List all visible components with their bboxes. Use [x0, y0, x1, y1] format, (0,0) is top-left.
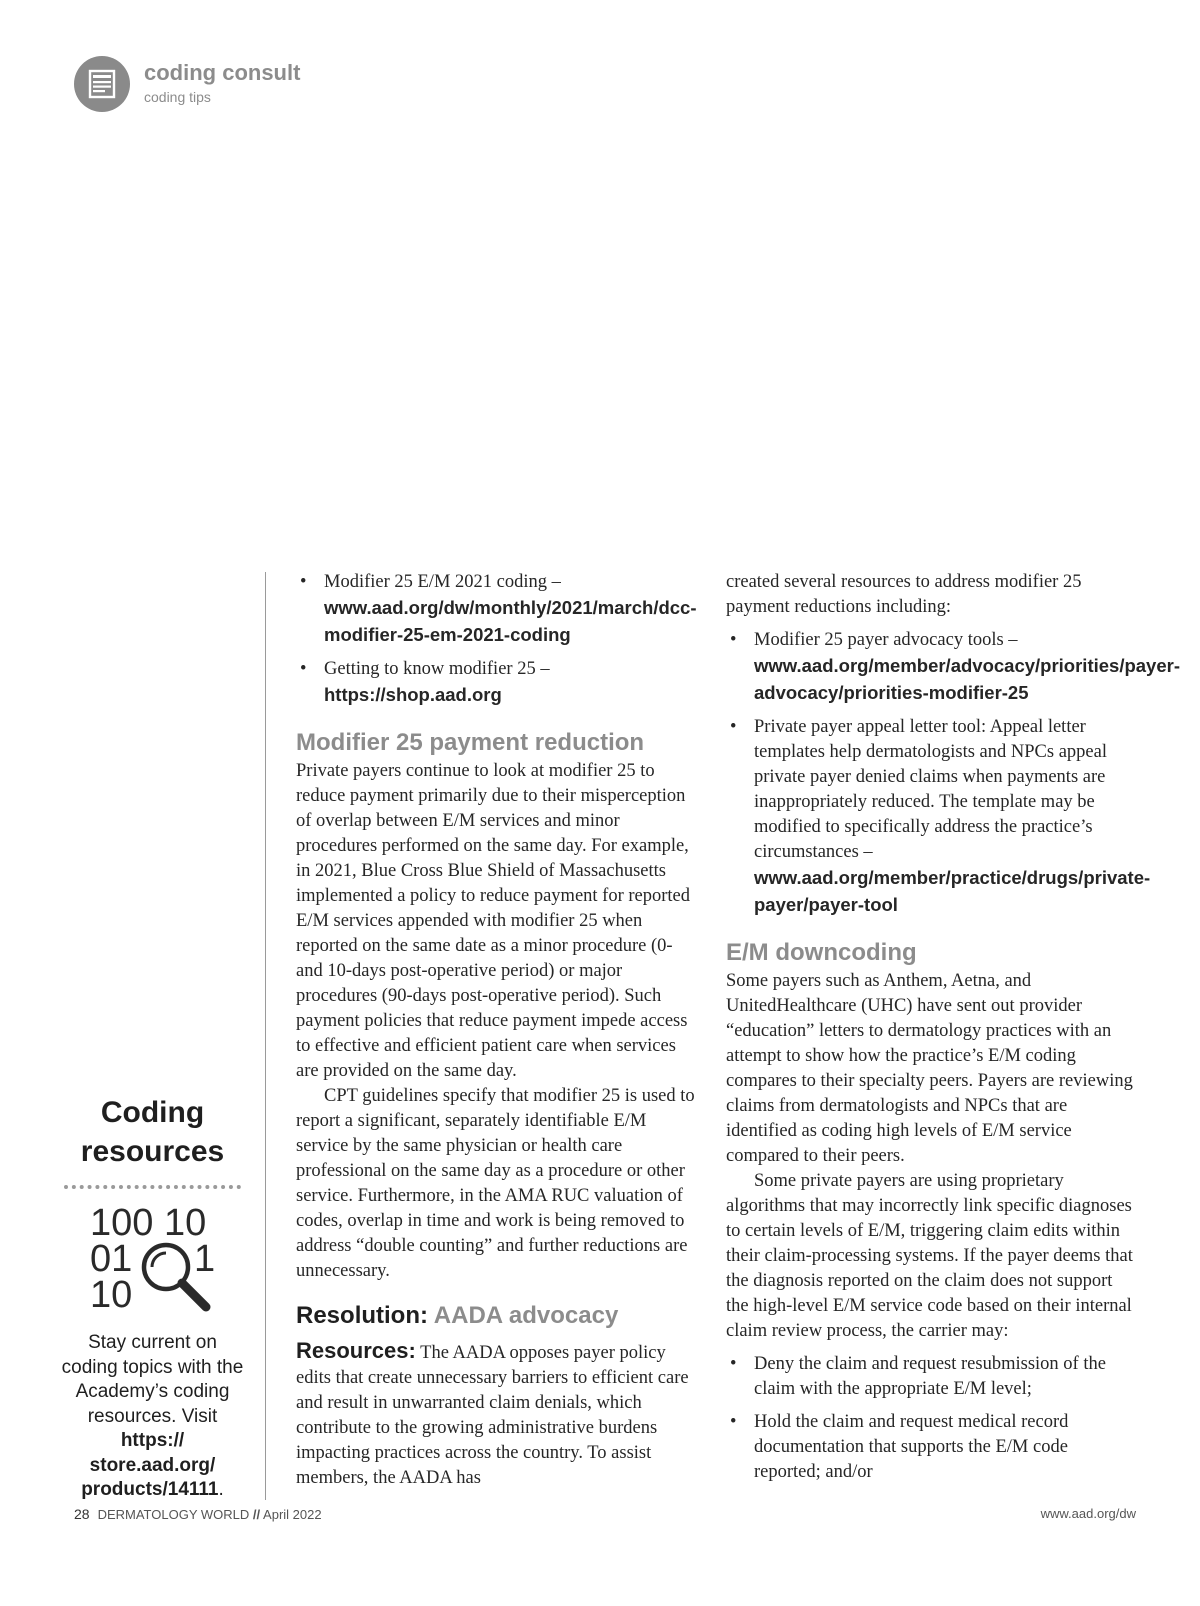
paragraph: Some private payers are using proprietary algorithms that may incorrectly link specific diagnoses to certain levels of E/M, triggering claim edits within their claim-processing systems. If the payer deems that the diagnosis reported on the claim does not support the high-level E/M service code based on their internal claim review process, the carrier may: — [726, 1171, 1133, 1341]
paragraph: created several resources to address modifier 25 payment reductions including: — [726, 572, 1082, 617]
paragraph: Some payers such as Anthem, Aetna, and UnitedHealthcare (UHC) have sent out provider “education” letters to dermatology practices with an attempt to show how the practice’s E/M coding compares to their specialty peers. Payers are reviewing claims from dermatologists and NPCs that are identified as coding high levels of E/M service compared to their peers. — [726, 971, 1133, 1166]
section-title: coding consult — [144, 60, 301, 85]
coding-resources-sidebar — [60, 1093, 245, 1503]
paragraph: CPT guidelines specify that modifier 25 is used to report a significant, separately identifiable E/M service by the same physician or health care professional on the same day as a procedure or other service. Furthermore, in the AMA RUC valuation of codes, overlap in time and work is being removed to address “double counting” and further reductions are unnecessary. — [296, 1086, 695, 1281]
list-item: • Private payer appeal letter tool: Appeal letter templates help dermatologists and NPCs appeal private payer denied claims when payments are inappropriately reduced. The template may be modified to specifically address the practice’s circumstances – www.aad.org/member/practice/drugs/private-payer/payer-tool — [726, 715, 1136, 919]
resource-list — [726, 628, 1180, 919]
article-column-2 — [726, 570, 1180, 1493]
section-heading: Resolution: AADA advocacy — [296, 1302, 619, 1329]
link[interactable]: www.aad.org/dw/monthly/2021/march/dcc-modifier-25-em-2021-coding — [324, 597, 697, 645]
page-number: 28 — [74, 1506, 90, 1522]
section-heading: Modifier 25 payment reduction — [296, 729, 645, 756]
binary-magnifier-icon — [88, 1203, 218, 1315]
publication-name: DERMATOLOGY WORLD — [97, 1507, 250, 1522]
sidebar-title: Coding resources — [80, 1096, 225, 1168]
list-item: • Deny the claim and request resubmission of the claim with the appropriate E/M level; — [726, 1352, 1136, 1402]
binary-row: 100 10 — [89, 1203, 206, 1244]
link[interactable]: https://shop.aad.org — [324, 684, 502, 705]
sidebar-text: Stay current on coding topics with the Academy’s coding resources. Visit https:// store.aad.org/ products/14111. — [61, 1332, 244, 1500]
paragraph: Resources: The AADA opposes payer policy edits that create unnecessary barriers to efficient care and result in unwarranted claim denials, which contribute to the growing administrative burdens impacting practices across the country. To assist members, the AADA has — [296, 1338, 689, 1488]
link[interactable]: www.aad.org/member/practice/drugs/private-payer/payer-tool — [754, 867, 1151, 915]
list-item: • Modifier 25 payer advocacy tools – www.aad.org/member/advocacy/priorities/payer-advocacy/priorities-modifier-25 — [726, 628, 1136, 707]
list-item: • Modifier 25 E/M 2021 coding – www.aad.org/dw/monthly/2021/march/dcc-modifier-25-em-2021-coding — [296, 570, 698, 649]
issue-date: April 2022 — [263, 1507, 322, 1522]
section-heading: E/M downcoding — [726, 939, 917, 966]
section-subtitle: coding tips — [144, 89, 211, 105]
column-divider — [265, 572, 266, 1500]
paragraph: Private payers continue to look at modifier 25 to reduce payment primarily due to their misperception of overlap between E/M services and minor procedures performed on the same day. For example, in 2021, Blue Cross Blue Shield of Massachusetts implemented a policy to reduce payment for reported E/M services appended with modifier 25 when reported on the same date as a minor procedure (0- and 10-days post-operative period) or major procedures (90-days post-operative period). Such payment policies that reduce payment impede access to effective and efficient patient care when services are provided on the same day. — [296, 761, 691, 1081]
footer-website[interactable]: www.aad.org/dw — [1040, 1506, 1136, 1521]
footer-separator: // — [252, 1507, 261, 1522]
dotted-divider — [64, 1185, 241, 1189]
document-icon — [74, 56, 130, 112]
resource-list — [296, 570, 698, 709]
list-item: • Getting to know modifier 25 – https://shop.aad.org — [296, 657, 698, 709]
binary-row: 1 — [193, 1238, 215, 1280]
carrier-actions-list — [726, 1352, 1136, 1485]
footer-left — [74, 1506, 322, 1522]
binary-row: 10 — [89, 1274, 132, 1315]
link[interactable]: www.aad.org/member/advocacy/priorities/payer-advocacy/priorities-modifier-25 — [754, 655, 1180, 703]
binary-row: 01 — [89, 1238, 132, 1280]
store-link[interactable]: https:// store.aad.org/ products/14111 — [81, 1430, 219, 1500]
article-column-1 — [296, 570, 698, 1491]
list-item: • Hold the claim and request medical record documentation that supports the E/M code reported; and/or — [726, 1410, 1136, 1485]
